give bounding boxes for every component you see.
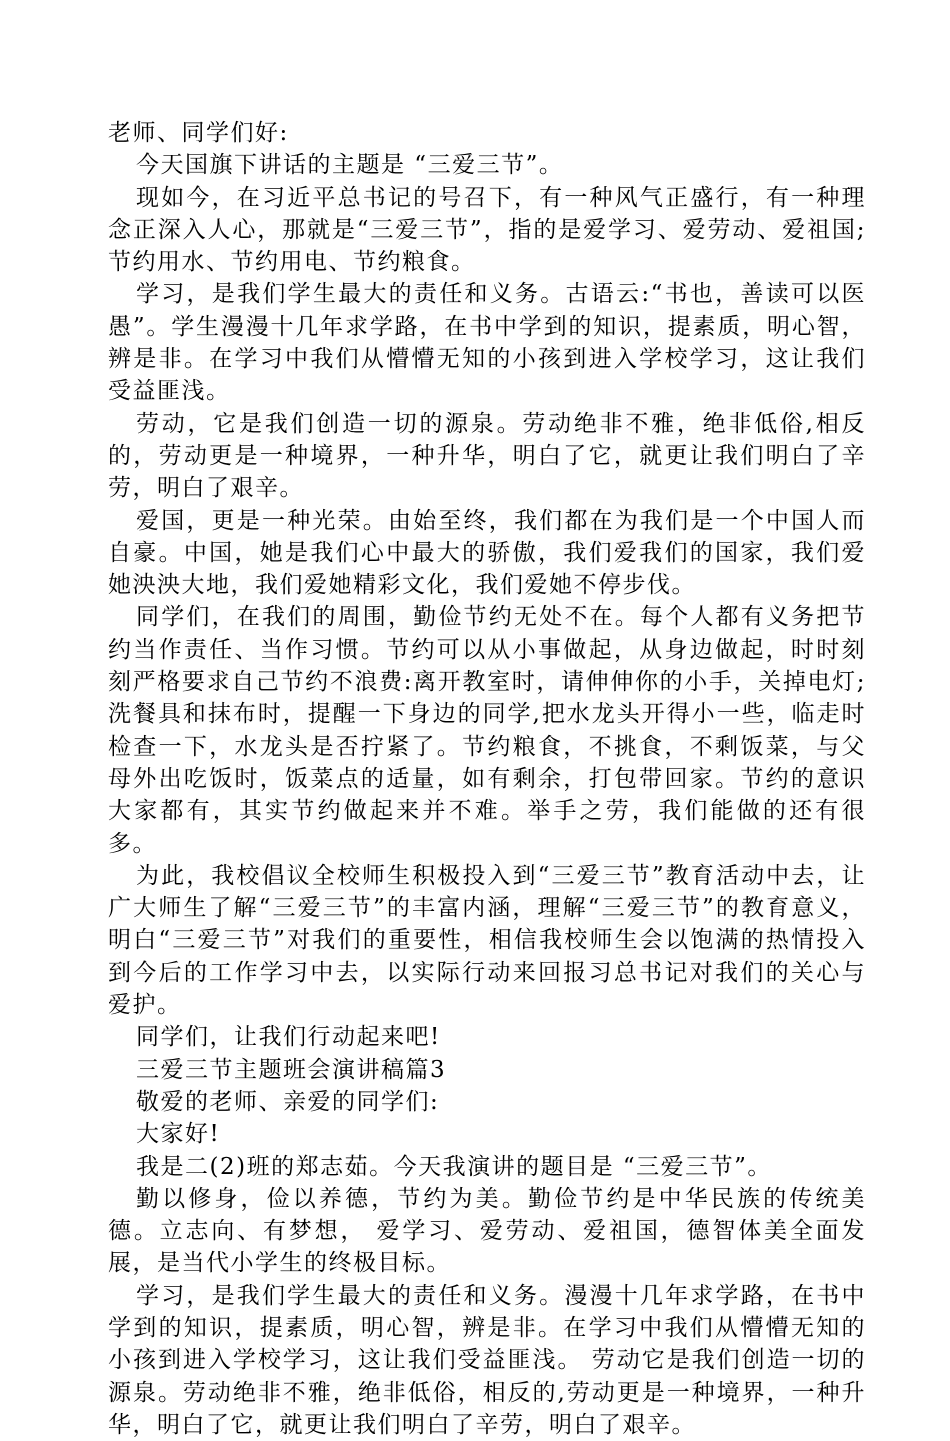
section-heading: 三爱三节主题班会演讲稿篇3 (136, 1056, 447, 1083)
paragraph-self-intro: 我是二(2)班的郑志茹。今天我演讲的题目是 “三爱三节”。 (136, 1153, 772, 1180)
paragraph-salutation: 敬爱的老师、亲爱的同学们: (136, 1088, 440, 1115)
paragraph-study-labor: 学习，是我们学生最大的责任和义务。漫漫十几年求学路，在书中学到的知识，提素质，明心智，辨是非。在学习中我们从懵懵无知的小孩到进入学校学习，这让我们受益匪浅。 劳动它是我们创造一切的源泉。劳动绝非不雅，绝非低俗，相反的,劳动更是一种境界，一种升华，明白了它，就更让我们明白了辛劳，明白了艰辛。 (108, 1282, 866, 1438)
paragraph-patriotism: 爱国，更是一种光荣。由始至终，我们都在为我们是一个中国人而自豪。中国，她是我们心中最大的骄傲，我们爱我们的国家，我们爱她泱泱大地，我们爱她精彩文化，我们爱她不停步伐。 (108, 507, 866, 599)
paragraph-study: 学习，是我们学生最大的责任和义务。古语云:“书也，善读可以医愚”。学生漫漫十几年求学路，在书中学到的知识，提素质，明心智，辨是非。在学习中我们从懵懵无知的小孩到进入学校学习，这让我们受益匪浅。 (108, 281, 866, 405)
document-body (108, 117, 866, 1441)
paragraph-hello: 大家好! (136, 1121, 221, 1148)
paragraph-initiative: 为此，我校倡议全校师生积极投入到“三爱三节”教育活动中去，让广大师生了解“三爱三节”的丰富内涵，理解“三爱三节”的教育意义，明白“三爱三节”对我们的重要性，相信我校师生会以饱满的热情投入到今后的工作学习中去，以实际行动来回报习总书记对我们的关心与爱护。 (108, 862, 866, 1019)
paragraph-call-to-action: 同学们，让我们行动起来吧! (136, 1024, 441, 1051)
paragraph-virtue: 勤以修身，俭以养德，节约为美。勤俭节约是中华民族的传统美德。立志向、有梦想， 爱学习、爱劳动、爱祖国，德智体美全面发展，是当代小学生的终极目标。 (108, 1185, 866, 1277)
paragraph-topic: 今天国旗下讲话的主题是 “三爱三节”。 (136, 152, 564, 179)
paragraph-thrift: 同学们，在我们的周围，勤俭节约无处不在。每个人都有义务把节约当作责任、当作习惯。节约可以从小事做起，从身边做起，时时刻刻严格要求自己节约不浪费:离开教室时，请伸伸你的小手，关掉电灯;洗餐具和抹布时，提醒一下身边的同学,把水龙头开得小一些，临走时检查一下，水龙头是否拧紧了。节约粮食，不挑食，不剩饭菜，与父母外出吃饭时，饭菜点的适量，如有剩余，打包带回家。节约的意识大家都有，其实节约做起来并不难。举手之劳，我们能做的还有很多。 (108, 604, 866, 857)
paragraph-labor: 劳动，它是我们创造一切的源泉。劳动绝非不雅，绝非低俗,相反的，劳动更是一种境界，一种升华，明白了它，就更让我们明白了辛劳，明白了艰辛。 (108, 410, 866, 502)
paragraph-greeting: 老师、同学们好: (108, 120, 289, 146)
paragraph-intro: 现如今，在习近平总书记的号召下，有一种风气正盛行，有一种理念正深入人心，那就是“三爱三节”，指的是爱学习、爱劳动、爱祖国;节约用水、节约用电、节约粮食。 (108, 184, 866, 276)
